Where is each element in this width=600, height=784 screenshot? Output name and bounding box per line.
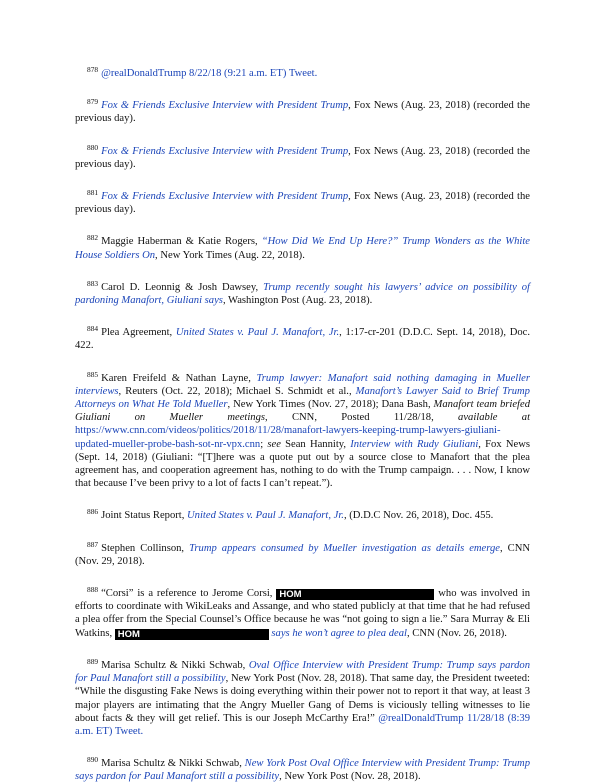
citation-text: , New York Post (Nov. 28, 2018).: [279, 771, 421, 783]
citation-author: Stephen Collinson,: [101, 542, 190, 554]
footnote-881: [75, 189, 530, 216]
footnote-886: [75, 508, 530, 522]
citation-author: Plea Agreement,: [101, 327, 176, 339]
citation-text: , New York Post (Nov. 28, 2018). That same day, the President tweeted: “While the disgusting Fake News is doing everything within their power not to report it that way, at least 3 major players are intimating that the Angry Mueller Gang of Dems is viciously telling witnesses to lie about facts & they will get relief. This is our Joseph McCarthy Era!”: [75, 673, 530, 724]
citation-link[interactable]: “How Did We End Up Here?” Trump Wonders as the White House Soldiers On: [75, 236, 530, 261]
citation-text: , CNN (Nov. 29, 2018).: [75, 542, 531, 567]
citation-text: , Washington Post (Aug. 23, 2018).: [222, 295, 373, 307]
citation-text: Sean Hannity,: [280, 438, 351, 450]
footnote-number: 883: [87, 278, 99, 288]
available-at-label: available at: [458, 412, 531, 424]
citation-author: Joint Status Report,: [101, 510, 188, 522]
citation-link[interactable]: United States v. Paul J. Manafort, Jr.: [187, 510, 344, 522]
see-signal: see: [267, 438, 281, 450]
footnote-number: 886: [87, 507, 99, 517]
footnote-number: 890: [87, 755, 99, 765]
footnote-number: 880: [87, 142, 99, 152]
citation-text: who was involved in efforts to coordinate with WikiLeaks and Assange, and who stated publicly at that time that he had refused a plea offer from the Special Counsel’s Office because he was “not going to sign a lie.” Sara Murray & Eli Watkins,: [75, 588, 530, 639]
citation-link[interactable]: New York Post Oval Office Interview with President Trump: Trump says pardon for Paul Manafort still a possibility: [75, 758, 531, 783]
footnote-879: [75, 98, 530, 125]
citation-text: ;: [260, 438, 268, 450]
footnote-number: 879: [87, 97, 99, 107]
citation-author: Marisa Schultz & Nikki Schwab,: [101, 659, 249, 671]
citation-text: “Corsi” is a reference to Jerome Corsi,: [101, 588, 277, 600]
footnote-890: [75, 756, 530, 783]
citation-text: Karen Freifeld & Nathan Layne,: [101, 372, 257, 384]
citation-text: , Fox News (Aug. 23, 2018) (recorded the previous day).: [75, 100, 530, 125]
footnote-number: 882: [87, 233, 99, 243]
citation-author: Carol D. Leonnig & Josh Dawsey,: [101, 281, 264, 293]
citation-link[interactable]: United States v. Paul J. Manafort, Jr.: [175, 327, 340, 339]
citation-text: , Fox News (Aug. 23, 2018) (recorded the previous day).: [75, 191, 530, 216]
citation-text: , (D.D.C Nov. 26, 2018), Doc. 455.: [343, 510, 494, 522]
footnote-number: 881: [87, 188, 99, 198]
footnote-884: [75, 325, 530, 352]
citation-link[interactable]: Trump lawyer: Manafort said nothing damaging in Mueller interviews: [75, 372, 530, 397]
footnote-880: [75, 144, 530, 171]
citation-link[interactable]: Trump recently sought his lawyers’ advice on possibility of pardoning Manafort, Giuliani says: [75, 281, 530, 307]
citation-text: , CNN, Posted 11/28/18,: [265, 412, 459, 424]
citation-title: Manafort team briefed Giuliani on Mueller meetings: [75, 399, 530, 424]
footnote-number: 888: [87, 585, 99, 595]
citation-link[interactable]: Fox & Friends Exclusive Interview with President Trump: [101, 191, 349, 203]
citation-text: , New York Times (Nov. 27, 2018); Dana Bash,: [227, 399, 434, 411]
citation-link[interactable]: Trump appears consumed by Mueller investigation as details emerge: [189, 542, 500, 554]
citation-link[interactable]: Fox & Friends Exclusive Interview with President Trump: [101, 100, 349, 112]
citation-text: , Fox News (Sept. 14, 2018) (Giuliani: “[T]here was a quote put out by a source close to Manafort that the plea agreement has, and cooperation agreement has, nothing to do with the Trump campaign. . . . Now, I know that because I’ve been privy to a lot of facts I can’t repeat.”).: [75, 438, 530, 490]
footnote-882: [75, 234, 530, 261]
footnote-887: [75, 541, 530, 568]
citation-text: , Reuters (Oct. 22, 2018); Michael S. Schmidt et al.,: [118, 385, 356, 397]
footnote-number: 887: [87, 539, 99, 549]
footnote-878: [75, 66, 530, 80]
citation-link[interactable]: Fox & Friends Exclusive Interview with President Trump: [101, 145, 349, 157]
citation-text: , New York Times (Aug. 22, 2018).: [155, 249, 305, 261]
citation-text: , Fox News (Aug. 23, 2018) (recorded the previous day).: [75, 145, 530, 170]
citation-text: , CNN (Nov. 26, 2018).: [406, 627, 507, 639]
footnote-888: [75, 586, 530, 640]
footnote-883: [75, 280, 530, 307]
citation-author: Marisa Schultz & Nikki Schwab,: [101, 758, 245, 770]
footnote-number: 884: [87, 324, 99, 334]
citation-link[interactable]: Oval Office Interview with President Trump: Trump says pardon for Paul Manafort still a possibility: [75, 659, 530, 685]
citation-link[interactable]: Interview with Rudy Giuliani: [350, 438, 479, 450]
footnote-number: 889: [87, 656, 99, 666]
footnote-885: [75, 371, 530, 491]
redaction-block: HOM: [276, 589, 434, 600]
tweet-link[interactable]: @realDonaldTrump 8/22/18 (9:21 a.m. ET) Tweet.: [101, 68, 318, 79]
footnotes-page: [75, 66, 530, 784]
cnn-video-url[interactable]: https://www.cnn.com/videos/politics/2018/11/28/manafort-lawyers-keeping-trump-lawyers-giuliani-updated-mueller-probe-bash-sot-nr-vpx.cnn: [75, 425, 501, 450]
redaction-block: HOM: [115, 629, 269, 640]
citation-author: Maggie Haberman & Katie Rogers,: [101, 236, 262, 248]
tweet-link[interactable]: @realDonaldTrump 11/28/18 (8:39 a.m. ET) Tweet.: [75, 712, 530, 737]
citation-text: , 1:17-cr-201 (D.D.C. Sept. 14, 2018), Doc. 422.: [75, 327, 530, 352]
citation-link[interactable]: says he won’t agree to plea deal: [271, 627, 407, 639]
footnote-889: [75, 658, 530, 738]
footnote-number: 878: [87, 65, 99, 74]
citation-link[interactable]: Manafort’s Lawyer Said to Brief Trump Attorneys on What He Told Mueller: [75, 385, 530, 411]
footnote-number: 885: [87, 369, 99, 379]
